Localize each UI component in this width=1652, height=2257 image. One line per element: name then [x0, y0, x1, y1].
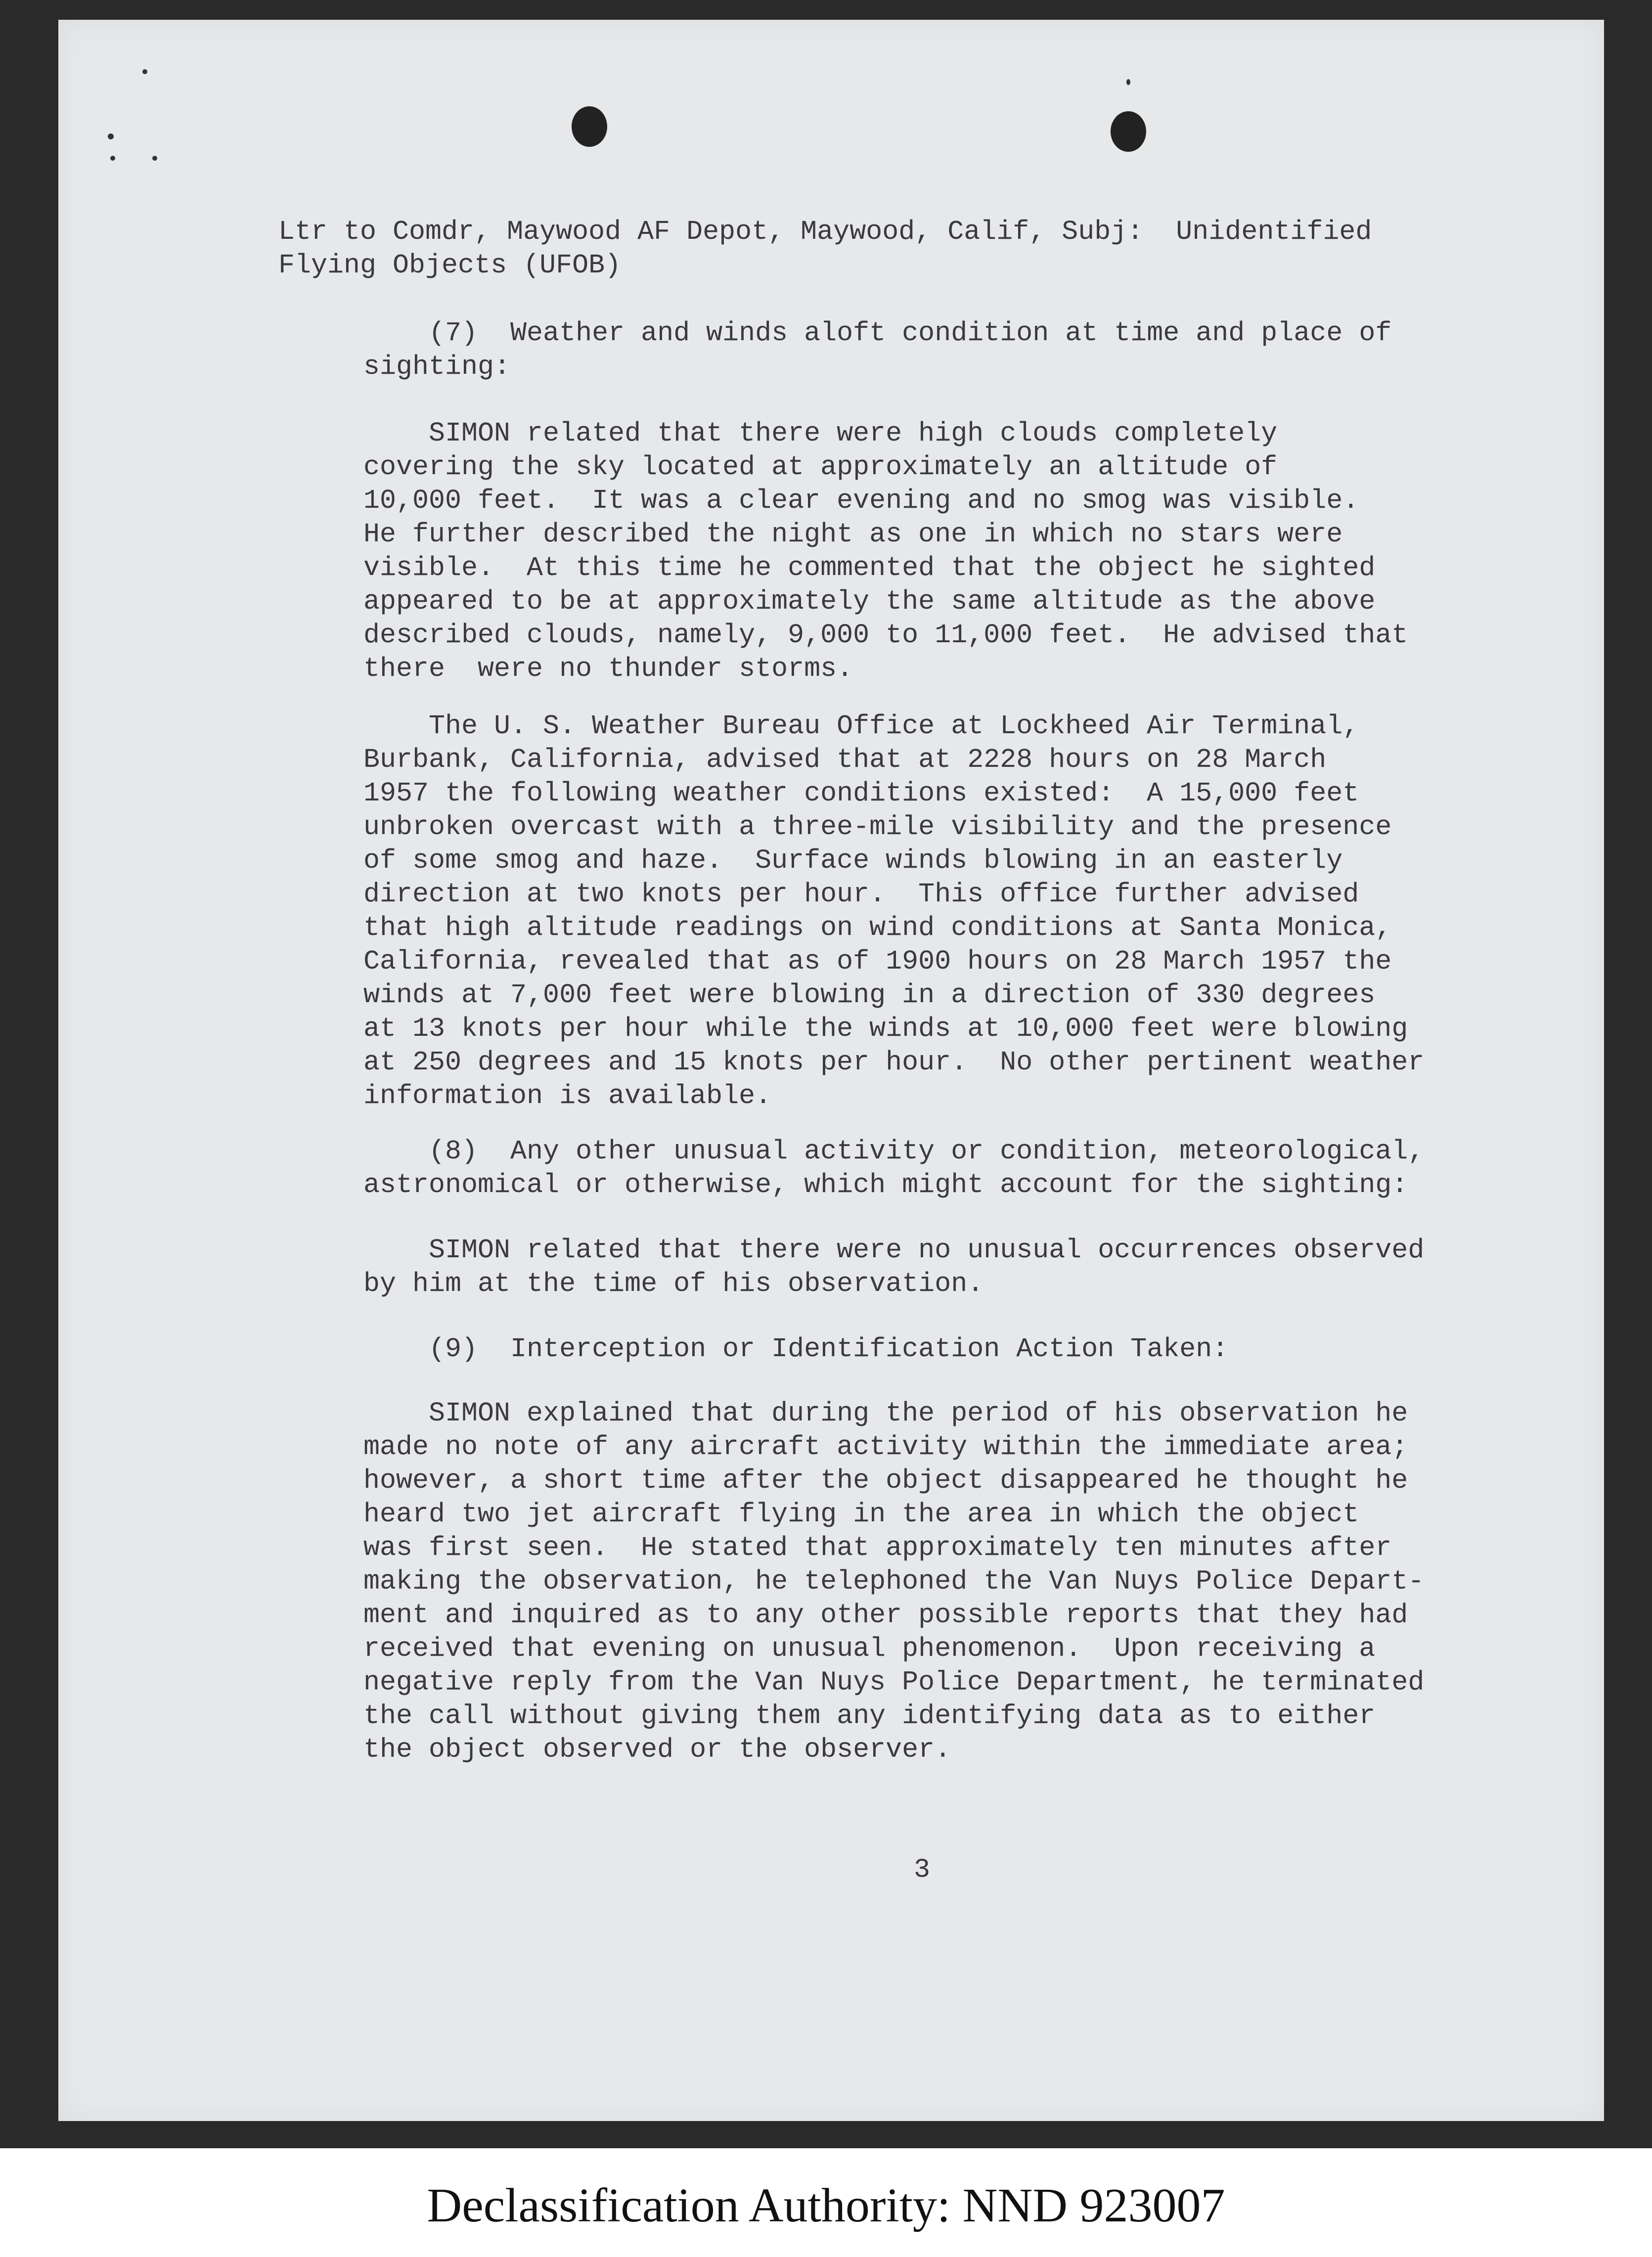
- item-7-paragraph-2: The U. S. Weather Bureau Office at Lockheed Air Terminal, Burbank, California, advised that at 2228 hours on 28 March 1957 the following weather conditions existed: A 15,000 feet unbroken overcast with a three-mile visibility and the presence of some smog and haze. Surface winds blowing in an easterly direction at two knots per hour. This office further advised that high altitude readings on wind conditions at Santa Monica, California, revealed that as of 1900 hours on 28 March 1957 the winds at 7,000 feet were blowing in a direction of 330 degrees at 13 knots per hour while the winds at 10,000 feet were blowing at 250 degrees and 15 knots per hour. No other pertinent weather information is available.: [363, 710, 1425, 1111]
- item-7-paragraph-1: SIMON related that there were high clouds completely covering the sky located at approximately an altitude of 10,000 feet. It was a clear evening and no smog was visible. He further described the night as one in which no stars were visible. At this time he commented that the object he sighted appeared to be at approximately the same altitude as the above described clouds, namely, 9,000 to 11,000 feet. He advised that there were no thunder storms.: [363, 418, 1408, 684]
- document-page: [58, 20, 1604, 2121]
- footer-bar: [0, 2148, 1652, 2257]
- speck: [108, 133, 114, 139]
- subject-heading: Ltr to Comdr, Maywood AF Depot, Maywood, Calif, Subj: Unidentified Flying Objects (UFOB): [278, 216, 1372, 281]
- item-9-paragraph: SIMON explained that during the period of his observation he made no note of any aircraft activity within the immediate area; however, a short time after the object disappeared he thought he heard two jet aircraft flying in the area in which the object was first seen. He stated that approximately ten minutes after making the observation, he telephoned the Van Nuys Police Depart- ment and inquired as to any other possible reports that they had received that evening on unusual phenomenon. Upon receiving a negative reply from the Van Nuys Police Department, he terminated the call without giving them any identifying data as to either the object observed or the observer.: [363, 1398, 1425, 1765]
- item-7-heading: (7) Weather and winds aloft condition at time and place of sighting:: [363, 317, 1392, 382]
- item-9-heading: (9) Interception or Identification Action Taken:: [363, 1333, 1229, 1365]
- item-8-paragraph: SIMON related that there were no unusual occurrences observed by him at the time of his observation.: [363, 1235, 1425, 1299]
- page-number: 3: [914, 1854, 931, 1885]
- punch-hole-left: [572, 106, 607, 147]
- item-8-heading: (8) Any other unusual activity or condition, meteorological, astronomical or otherwise, which might account for the sighting:: [363, 1136, 1425, 1200]
- speck: [152, 156, 157, 161]
- speck: [1126, 79, 1130, 85]
- declassification-authority: Declassification Authority: NND 923007: [427, 2179, 1225, 2232]
- speck: [142, 69, 147, 74]
- speck: [110, 156, 115, 161]
- punch-hole-right: [1111, 111, 1146, 152]
